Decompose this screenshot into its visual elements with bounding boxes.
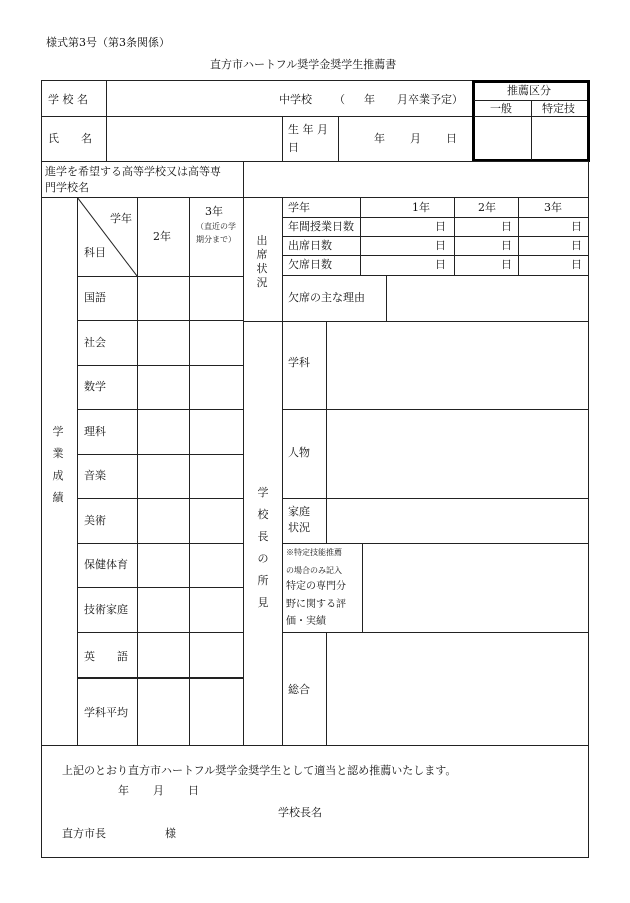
special-eval-2: 野に関する評 — [286, 599, 346, 610]
principal-remarks-label: 学校長の所見 — [257, 486, 269, 609]
divider — [137, 197, 138, 745]
divider — [41, 745, 589, 746]
mayor-label: 直方市長 — [62, 827, 106, 840]
divider — [282, 543, 589, 544]
footer-month-unit: 月 — [153, 784, 164, 797]
recommend-statement: 上記のとおり直方市ハートフル奨学金奨学生として適当と認め推薦いたします。 — [62, 764, 457, 777]
recommend-special: 特定技 — [542, 102, 575, 115]
junior-high-label: 中学校 — [279, 93, 312, 106]
divider — [531, 100, 532, 160]
day-unit: 日 — [435, 258, 446, 271]
special-note-1: ※特定技能推薦 — [286, 548, 342, 557]
header-diagonal — [77, 197, 137, 276]
birth-month-unit: 月 — [410, 132, 421, 145]
divider — [77, 677, 243, 679]
attendance-year-3: 3年 — [544, 201, 562, 214]
subject-music: 音楽 — [84, 469, 106, 482]
birth-year-unit: 年 — [374, 132, 385, 145]
subject-social: 社会 — [84, 336, 106, 349]
divider — [243, 197, 244, 745]
divider — [77, 365, 243, 366]
divider — [474, 116, 587, 117]
recommend-general: 一般 — [490, 102, 512, 115]
divider — [282, 275, 589, 276]
divider — [282, 498, 589, 499]
subject-english: 英 語 — [84, 650, 128, 663]
subject-pe: 保健体育 — [84, 558, 128, 571]
remark-overall: 総合 — [288, 683, 310, 696]
divider — [77, 320, 243, 321]
divider — [189, 197, 190, 745]
divider — [282, 632, 589, 633]
name-label: 氏 名 — [48, 132, 92, 145]
sama-label: 様 — [165, 827, 176, 840]
header-subject: 科目 — [84, 246, 106, 259]
absence-reason-label: 欠席の主な理由 — [288, 291, 365, 304]
attendance-row-absent-days: 欠席日数 — [288, 258, 332, 271]
divider — [77, 197, 78, 745]
day-unit: 日 — [571, 239, 582, 252]
col-3rd-note: （直近の学期分まで） — [196, 222, 236, 244]
day-unit: 日 — [501, 258, 512, 271]
birth-day-unit: 日 — [446, 132, 457, 145]
subject-science: 理科 — [84, 425, 106, 438]
special-eval-3: 価・実績 — [286, 616, 326, 627]
recommend-title: 推薦区分 — [507, 84, 551, 97]
attendance-header-grade: 学年 — [288, 201, 310, 214]
divider — [282, 197, 283, 745]
grad-year-unit: 年 — [364, 93, 375, 106]
birth-label-1: 生 年 月 — [288, 123, 328, 136]
divider — [326, 321, 327, 543]
remark-academic: 学科 — [288, 356, 310, 369]
special-eval-1: 特定の専門分 — [286, 581, 346, 592]
divider — [77, 454, 243, 455]
remark-family-2: 状況 — [288, 521, 310, 534]
form-number: 様式第3号（第3条関係） — [46, 36, 170, 49]
divider — [77, 409, 243, 410]
divider — [282, 255, 589, 256]
attendance-row-class-days: 年間授業日数 — [288, 220, 354, 233]
divider — [282, 116, 283, 162]
day-unit: 日 — [571, 220, 582, 233]
col-3rd-year: 3年 — [205, 205, 223, 218]
divider — [77, 543, 243, 544]
special-note-2: の場合のみ記入 — [286, 566, 342, 575]
header-grade: 学年 — [110, 212, 132, 225]
footer-day-unit: 日 — [188, 784, 199, 797]
divider — [41, 116, 473, 117]
principal-name-label: 学校長名 — [278, 806, 322, 819]
subject-tech-home: 技術家庭 — [84, 603, 128, 616]
divider — [106, 80, 107, 162]
subject-japanese: 国語 — [84, 291, 106, 304]
remark-family-1: 家庭 — [288, 505, 310, 518]
day-unit: 日 — [435, 220, 446, 233]
open-paren: （ — [334, 93, 345, 106]
attendance-year-2: 2年 — [478, 201, 496, 214]
divider — [41, 161, 589, 162]
divider — [362, 543, 363, 632]
col-2nd-year: 2年 — [153, 230, 171, 243]
subject-art: 美術 — [84, 514, 106, 527]
divider — [386, 275, 387, 321]
remark-character: 人物 — [288, 446, 310, 459]
day-unit: 日 — [435, 239, 446, 252]
divider — [77, 632, 243, 633]
divider — [243, 321, 589, 322]
hope-school-label-2: 門学校名 — [45, 181, 89, 194]
divider — [338, 116, 339, 162]
graduation-label: 月卒業予定） — [397, 93, 463, 106]
divider — [282, 236, 589, 237]
divider — [77, 498, 243, 499]
birth-label-2: 日 — [288, 141, 299, 154]
hope-school-label-1: 進学を希望する高等学校又は高等専 — [45, 165, 221, 178]
day-unit: 日 — [501, 239, 512, 252]
attendance-label: 出席状況 — [256, 234, 268, 289]
school-name-label: 学 校 名 — [48, 93, 88, 106]
divider — [243, 161, 244, 197]
attendance-year-1: 1年 — [412, 201, 430, 214]
subject-math: 数学 — [84, 380, 106, 393]
divider — [282, 217, 589, 218]
divider — [77, 276, 243, 277]
grades-section-label: 学業成績 — [52, 425, 64, 504]
day-unit: 日 — [571, 258, 582, 271]
divider — [282, 409, 589, 410]
day-unit: 日 — [501, 220, 512, 233]
footer-year-unit: 年 — [118, 784, 129, 797]
subject-average: 学科平均 — [84, 706, 128, 719]
attendance-row-present-days: 出席日数 — [288, 239, 332, 252]
divider — [326, 632, 327, 745]
page-title: 直方市ハートフル奨学金奨学生推薦書 — [210, 58, 397, 71]
divider — [77, 587, 243, 588]
